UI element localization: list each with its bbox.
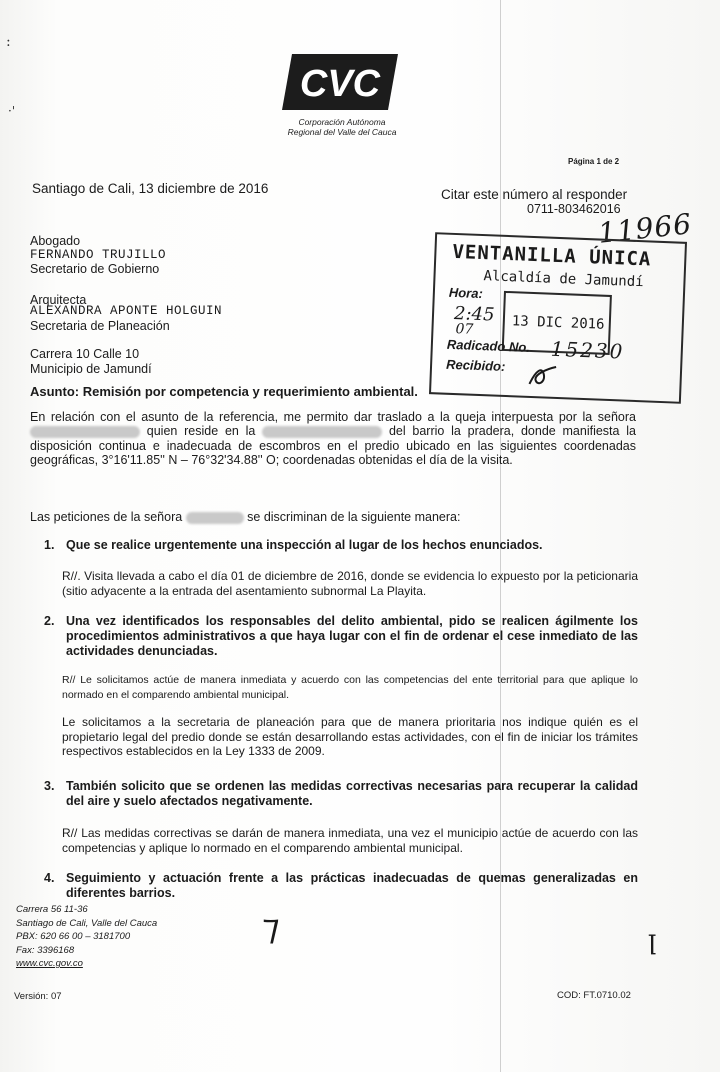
scan-mark: : [6,34,11,50]
petition-2-response-2: Le solicitamos a la secretaria de planeación para que de manera prioritaria nos indique quién es el propietario legal del predio donde se están desarrollando estas actividades, con el fin de iniciar los trámites respectivos establecidos en la Ley 1333 de 2009. [62,715,638,758]
petition-item-4 [44,871,638,901]
address-line-2: Municipio de Jamundí [30,362,152,376]
address-line-1: Carrera 10 Calle 10 [30,347,140,361]
document-code: COD: FT.0710.02 [557,990,631,1001]
petition-title: Que se realice urgentemente una inspección al lugar de los hechos enunciados. [66,538,543,552]
stamp-title: VENTANILLA ÚNICA [452,240,652,271]
page-number: Página 1 de 2 [568,157,620,166]
footer-pbx: PBX: 620 66 00 – 3181700 [16,931,131,942]
petitions-text-b: se discriminan de la siguiente manera: [247,510,461,524]
footer-fax: Fax: 3396168 [16,944,75,956]
stamp-hora-label: Hora: [448,284,484,302]
petition-title: También solicito que se ordenen las medidas correctivas necesarias para recuperar la calidad del aire y suelo afectados negativamente. [66,779,638,808]
intro-paragraph [30,410,636,467]
stamp-radicado-label: Radicado No. [446,336,531,355]
intro-text-c: quien reside en la [146,424,256,439]
footer-website: www.cvc.gov.co [16,958,83,969]
intro-text-e: donde manifiesta la disposición continua e inadecuada de escombros en el predio ubicado en las siguientes coordenadas geográficas, 3°16'11.85'' N – 76°32'34.88'' O; coordenadas obtenidas el día de la visita. [30,424,636,467]
petition-number: 1. [44,538,55,552]
recipient-2-name: ALEXANDRA APONTE HOLGUIN [30,304,223,318]
stamp-recibido-label: Recibido: [445,356,506,375]
date-line: Santiago de Cali, 13 diciembre de 2016 [32,181,269,196]
org-line-2: Regional del Valle del Cauca [287,127,397,137]
handwritten-mark: ⁊ [262,907,280,948]
reception-stamp [429,232,687,404]
footer-contact [16,903,157,971]
recipient-1-title: Abogado [30,234,81,248]
petition-title: Una vez identificados los responsables del delito ambiental, pido se realicen ágilmente los procedimientos administrativos a que haya lugar con el fin de ordenar el cese inmediato de las actividades denunciadas. [66,614,638,658]
stamp-date: 13 DIC 2016 [511,313,605,333]
footer-city: Santiago de Cali, Valle del Cauca [16,917,158,929]
petitions-text-a: Las peticiones de la señora [30,510,183,524]
cvc-logo-text: CVC [299,63,381,105]
petition-number: 3. [44,779,55,793]
scan-mark: ·' [8,104,16,118]
handwritten-number: 11966 [596,207,694,250]
recipient-1-name: FERNANDO TRUJILLO [30,248,167,262]
organization-name [274,117,410,137]
petition-item-3 [44,779,638,809]
petitions-intro [30,510,636,524]
petition-2-response: R// Le solicitamos actúe de manera inmediata y acuerdo con las competencias del ente territorial para que aplique lo normado en el comparendo ambiental municipal. [62,674,638,701]
version-label: Versión: 07 [14,991,62,1002]
org-line-1: Corporación Autónoma [298,117,386,127]
stamp-subtitle: Alcaldía de Jamundí [483,268,644,291]
redacted-address [262,426,382,438]
intro-text-d: del barrio la pradera, [388,424,515,439]
petition-item-1 [44,538,638,553]
intro-text-b: señora [597,410,636,424]
petition-number: 4. [44,871,55,885]
intro-text-a: En relación con el asunto de la referencia, me permito dar traslado a la queja interpuesta por la [30,410,593,424]
filing-number: 0711-803462016 [527,202,621,216]
subject-line: Asunto: Remisión por competencia y requerimiento ambiental. [30,384,418,399]
cvc-logo [280,52,400,112]
petition-number: 2. [44,614,55,628]
footer-address: Carrera 56 11-36 [16,904,88,915]
stamp-radicado-value: 15230 [550,336,625,364]
petition-item-2 [44,614,638,659]
recipient-1-role: Secretario de Gobierno [30,262,160,276]
stamp-hora-value: 2:45 [453,303,495,326]
scan-fold-line [500,0,501,1072]
handwritten-mark: ꞁ [648,925,657,955]
recipient-2-title: Arquitecta [30,293,87,307]
petition-1-response: R//. Visita llevada a cabo el día 01 de diciembre de 2016, donde se evidencia lo expuesto por la peticionaria (sitio adyacente a la entrada del asentamiento subnormal La Playita. [62,569,638,598]
cite-note: Citar este número al responder [441,187,628,202]
stamp-hora-value-2: 07 [455,321,474,338]
redacted-name-2 [186,512,244,524]
petition-3-response: R// Las medidas correctivas se darán de manera inmediata, una vez el municipio actúe de acuerdo con las competencias y aplique lo normado en el comparendo ambiental municipal. [62,826,638,855]
redacted-name [30,426,140,438]
recipient-2-role: Secretaria de Planeación [30,319,170,333]
stamp-signature [525,362,560,391]
petition-title: Seguimiento y actuación frente a las prácticas inadecuadas de quemas generalizadas en diferentes barrios. [66,871,638,900]
